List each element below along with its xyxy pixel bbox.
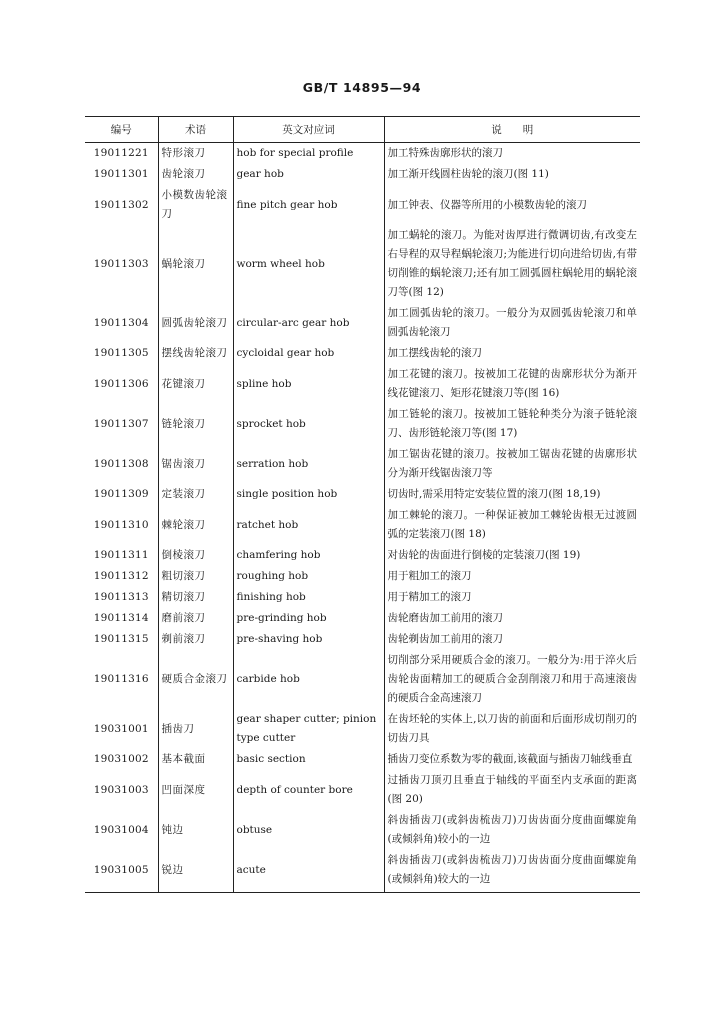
term-cell: 基本截面	[158, 749, 233, 770]
description-cell: 加工棘轮的滚刀。一种保证被加工棘轮齿根无过渡圆弧的定装滚刀(图 18)	[384, 505, 640, 545]
table-row	[85, 810, 640, 850]
english-cell: pre-shaving hob	[233, 629, 384, 650]
english-cell: gear shaper cutter; pinion type cutter	[233, 709, 384, 749]
description-cell: 齿轮磨齿加工前用的滚刀	[384, 608, 640, 629]
code-cell: 19011310	[93, 518, 149, 531]
table-row	[85, 749, 640, 770]
description-cell: 加工特殊齿廓形状的滚刀	[384, 143, 640, 165]
english-cell: pre-grinding hob	[233, 608, 384, 629]
code-cell: 19011302	[93, 198, 149, 211]
term-cell: 锐边	[158, 850, 233, 893]
english-cell: carbide hob	[233, 650, 384, 709]
table-row	[85, 164, 640, 185]
english-cell: sprocket hob	[233, 404, 384, 444]
english-cell: depth of counter bore	[233, 770, 384, 810]
description-cell: 在齿坯轮的实体上,以刀齿的前面和后面形成切削刃的切齿刀具	[384, 709, 640, 749]
description-cell: 用于精加工的滚刀	[384, 587, 640, 608]
term-cell: 粗切滚刀	[158, 566, 233, 587]
table-row	[85, 629, 640, 650]
term-cell: 剃前滚刀	[158, 629, 233, 650]
description-cell: 插齿刀变位系数为零的截面,该截面与插齿刀轴线垂直	[384, 749, 640, 770]
code-cell: 19031004	[93, 823, 149, 836]
description-cell: 过插齿刀顶刃且垂直于轴线的平面至内支承面的距离(图 20)	[384, 770, 640, 810]
code-cell: 19011304	[93, 316, 149, 329]
code-cell: 19011307	[93, 417, 149, 430]
column-header-code: 编号	[85, 117, 158, 143]
code-cell: 19011312	[93, 570, 149, 582]
term-cell: 锯齿滚刀	[158, 444, 233, 484]
terms-table	[85, 116, 640, 893]
table-row	[85, 608, 640, 629]
code-cell: 19011301	[93, 168, 149, 180]
table-row	[85, 143, 640, 165]
term-cell: 磨前滚刀	[158, 608, 233, 629]
term-cell: 硬质合金滚刀	[158, 650, 233, 709]
code-cell: 19011316	[93, 673, 149, 685]
table-row	[85, 484, 640, 505]
page-header: GB/T 14895—94	[302, 80, 422, 95]
code-cell: 19011308	[93, 457, 149, 470]
english-cell: single position hob	[233, 484, 384, 505]
table-row	[85, 364, 640, 404]
code-cell: 19011309	[93, 488, 149, 500]
table-row	[85, 404, 640, 444]
english-cell: roughing hob	[233, 566, 384, 587]
english-cell: basic section	[233, 749, 384, 770]
table-row	[85, 545, 640, 566]
term-cell: 链轮滚刀	[158, 404, 233, 444]
code-cell: 19011315	[93, 633, 149, 645]
table-row	[85, 850, 640, 893]
table-row	[85, 770, 640, 810]
column-header-english: 英文对应词	[233, 117, 384, 143]
english-cell: obtuse	[233, 810, 384, 850]
english-cell: circular-arc gear hob	[233, 303, 384, 343]
description-cell: 斜齿插齿刀(或斜齿梳齿刀)刀齿齿面分度曲面螺旋角(或倾斜角)较小的一边	[384, 810, 640, 850]
code-cell: 19011314	[93, 612, 149, 624]
english-cell: fine pitch gear hob	[233, 185, 384, 225]
term-cell: 特形滚刀	[158, 143, 233, 165]
table-row	[85, 303, 640, 343]
term-cell: 花键滚刀	[158, 364, 233, 404]
term-cell: 圆弧齿轮滚刀	[158, 303, 233, 343]
code-cell: 19011306	[93, 377, 149, 390]
table-row	[85, 185, 640, 225]
code-cell: 19011221	[93, 147, 149, 159]
description-cell: 加工花键的滚刀。按被加工花键的齿廓形状分为渐开线花键滚刀、矩形花键滚刀等(图 16)	[384, 364, 640, 404]
description-cell: 加工圆弧齿轮的滚刀。一般分为双圆弧齿轮滚刀和单圆弧齿轮滚刀	[384, 303, 640, 343]
column-header-term: 术语	[158, 117, 233, 143]
column-header-description: 说 明	[384, 117, 640, 143]
term-cell: 齿轮滚刀	[158, 164, 233, 185]
code-cell: 19011311	[93, 549, 149, 561]
english-cell: ratchet hob	[233, 505, 384, 545]
table-header-row	[85, 117, 640, 143]
description-cell: 加工钟表、仪器等所用的小模数齿轮的滚刀	[384, 185, 640, 225]
term-cell: 精切滚刀	[158, 587, 233, 608]
term-cell: 小模数齿轮滚刀	[158, 185, 233, 225]
english-cell: finishing hob	[233, 587, 384, 608]
table-row	[85, 587, 640, 608]
description-cell: 切削部分采用硬质合金的滚刀。一般分为:用于淬火后齿轮齿面精加工的硬质合金刮削滚刀和用于高速滚齿的硬质合金高速滚刀	[384, 650, 640, 709]
english-cell: chamfering hob	[233, 545, 384, 566]
english-cell: spline hob	[233, 364, 384, 404]
table-row	[85, 343, 640, 364]
code-cell: 19031005	[85, 850, 158, 893]
term-cell: 定装滚刀	[158, 484, 233, 505]
term-cell: 蜗轮滚刀	[158, 225, 233, 303]
term-cell: 钝边	[158, 810, 233, 850]
description-cell: 齿轮剃齿加工前用的滚刀	[384, 629, 640, 650]
code-cell: 19031003	[93, 783, 149, 796]
term-cell: 凹面深度	[158, 770, 233, 810]
description-cell: 加工蜗轮的滚刀。为能对齿厚进行微调切齿,有改变左右导程的双导程蜗轮滚刀;为能进行切向进给切齿,有带切削锥的蜗轮滚刀;还有加工圆弧圆柱蜗轮用的蜗轮滚刀等(图 12)	[384, 225, 640, 303]
english-cell: cycloidal gear hob	[233, 343, 384, 364]
english-cell: serration hob	[233, 444, 384, 484]
table-row	[85, 505, 640, 545]
term-cell: 摆线齿轮滚刀	[158, 343, 233, 364]
english-cell: gear hob	[233, 164, 384, 185]
term-cell: 插齿刀	[158, 709, 233, 749]
description-cell: 加工摆线齿轮的滚刀	[384, 343, 640, 364]
term-cell: 棘轮滚刀	[158, 505, 233, 545]
table-body	[85, 143, 640, 893]
description-cell: 加工渐开线圆柱齿轮的滚刀(图 11)	[384, 164, 640, 185]
description-cell: 斜齿插齿刀(或斜齿梳齿刀)刀齿齿面分度曲面螺旋角(或倾斜角)较大的一边	[384, 850, 640, 893]
description-cell: 用于粗加工的滚刀	[384, 566, 640, 587]
term-cell: 倒棱滚刀	[158, 545, 233, 566]
english-cell: acute	[233, 850, 384, 893]
english-cell: worm wheel hob	[233, 225, 384, 303]
code-cell: 19011303	[93, 257, 149, 270]
description-cell: 加工链轮的滚刀。按被加工链轮种类分为滚子链轮滚刀、齿形链轮滚刀等(图 17)	[384, 404, 640, 444]
description-cell: 对齿轮的齿面进行倒棱的定装滚刀(图 19)	[384, 545, 640, 566]
table-row	[85, 566, 640, 587]
table-row	[85, 225, 640, 303]
description-cell: 加工锯齿花键的滚刀。按被加工锯齿花键的齿廓形状分为渐开线锯齿滚刀等	[384, 444, 640, 484]
table-row	[85, 650, 640, 709]
code-cell: 19011305	[93, 347, 149, 359]
code-cell: 19011313	[93, 591, 149, 603]
table-row	[85, 444, 640, 484]
description-cell: 切齿时,需采用特定安装位置的滚刀(图 18,19)	[384, 484, 640, 505]
table-row	[85, 709, 640, 749]
code-cell: 19031002	[93, 753, 149, 765]
english-cell: hob for special profile	[233, 143, 384, 165]
code-cell: 19031001	[93, 722, 149, 735]
